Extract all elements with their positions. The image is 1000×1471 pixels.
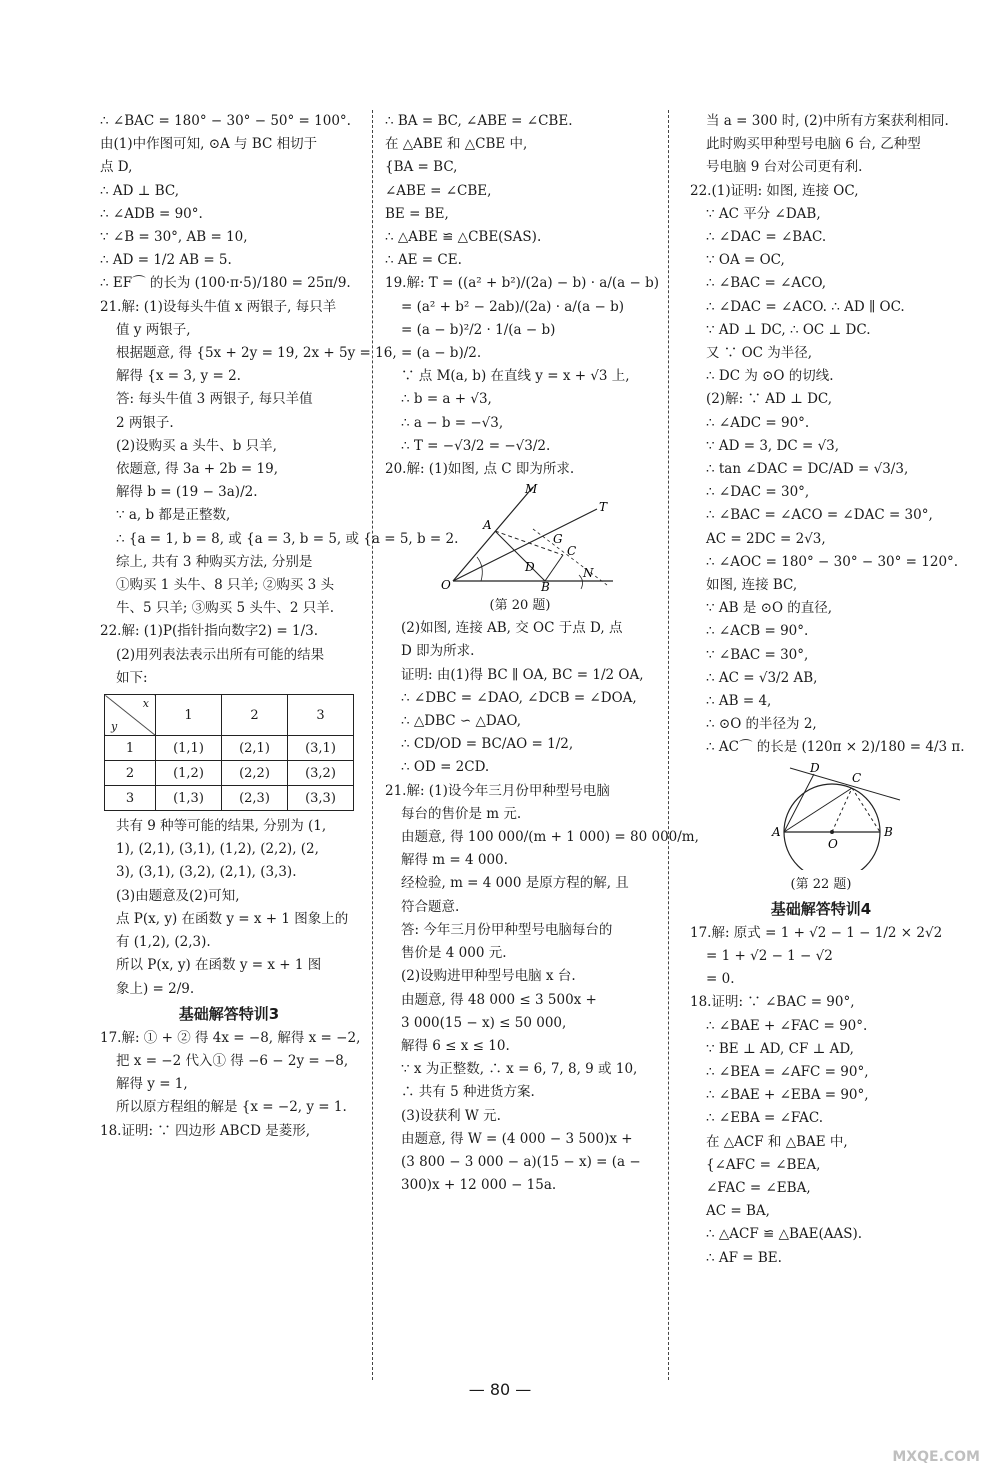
text-line: ∵ BE ⊥ AD, CF ⊥ AD, (706, 1040, 854, 1057)
text-line: ∴ BA = BC, ∠ABE = ∠CBE. (385, 113, 573, 129)
text-line: ∴ AC = √3/2 AB, (706, 669, 818, 686)
text-line: ∴ ∠BAE + ∠EBA = 90°, (706, 1087, 869, 1104)
table-cell: (1,2) (156, 761, 222, 786)
problem-heading: 21.解: (1)设今年三月份甲种型号电脑 (385, 782, 610, 799)
table-header: 2 (222, 695, 288, 736)
chord-bc (852, 788, 880, 832)
text-line: ∴ ∠BAC = ∠ACO, (706, 275, 827, 292)
figure-caption: (第 22 题) (790, 876, 852, 892)
text-line: ∴ ∠DAC = ∠BAC. (706, 229, 827, 246)
figure-22 (690, 760, 952, 870)
text-line: (3)由题意及(2)可知, (116, 887, 240, 904)
text-line: ∵ x 为正整数, ∴ x = 6, 7, 8, 9 或 10, (401, 1061, 638, 1078)
text-line: ∴ ∠BAC = ∠ACO = ∠DAC = 30°, (706, 507, 933, 524)
column-divider-1 (372, 110, 373, 1380)
text-line: ∴ DC 为 ⊙O 的切线. (706, 368, 834, 385)
text-line: 号电脑 9 台对公司更有利. (706, 159, 863, 176)
problem-heading: 17.解: ① + ② 得 4x = −8, 解得 x = −2, (100, 1029, 361, 1046)
text-line: ∴ AB = 4, (706, 693, 772, 710)
text-line: ∴ △DBC ∽ △DAO, (401, 713, 522, 730)
text-line: 售价是 4 000 元. (401, 945, 507, 962)
text-line: ∴ ∠DBC = ∠DAO, ∠DCB = ∠DOA, (401, 689, 637, 706)
text-line: ∴ {a = 1, b = 8, 或 {a = 3, b = 5, 或 {a = 5, b = 2. (116, 530, 459, 547)
text-line: = 0. (706, 971, 735, 988)
text-line: ∴ ∠DAC = 30°, (706, 484, 810, 501)
text-line: 如图, 连接 BC, (706, 577, 798, 594)
text-line: 又 ∵ OC 为半径, (706, 345, 813, 362)
text-line: (2)解: ∵ AD ⊥ DC, (706, 391, 833, 408)
row-label: 3 (105, 786, 156, 811)
text-line: ∴ b = a + √3, (401, 391, 492, 408)
text-line: ∠FAC = ∠EBA, (706, 1179, 811, 1196)
text-line: ∴ ∠AOC = 180° − 30° − 30° = 120°. (706, 553, 959, 570)
ray-om (453, 487, 533, 581)
text-line: (3)设获利 W 元. (401, 1107, 501, 1124)
table-cell: (1,3) (156, 786, 222, 811)
text-line: ∴ 共有 5 种进货方案. (401, 1084, 535, 1101)
row-label: 2 (105, 761, 156, 786)
text-line: ∵ OA = OC, (706, 252, 785, 269)
text-line: 在 △ACF 和 △BAE 中, (706, 1133, 848, 1150)
table-header: 1 (156, 695, 222, 736)
text-line: ∴ AE = CE. (385, 252, 462, 269)
text-line: ∴ ∠BAE + ∠FAC = 90°. (706, 1017, 868, 1034)
text-line: 3), (3,1), (3,2), (2,1), (3,3). (116, 864, 297, 881)
point-label: N (583, 566, 594, 581)
table-cell: (2,3) (222, 786, 288, 811)
text-line: ∴ AC⌒ 的长是 (120π × 2)/180 = 4/3 π. (706, 739, 965, 756)
point-label: A (483, 518, 492, 533)
text-line: {∠AFC = ∠BEA, (706, 1156, 821, 1173)
text-line: 由题意, 得 100 000/(m + 1 000) = 80 000/m, (401, 829, 699, 846)
table-cell: (1,1) (156, 736, 222, 761)
text-line: 1), (2,1), (3,1), (1,2), (2,2), (2, (116, 841, 319, 858)
text-line: ∴ EF⌒ 的长为 (100·π·5)/180 = 25π/9. (100, 275, 351, 292)
text-line: AC = 2DC = 2√3, (706, 530, 826, 547)
text-line: BE = BE, (385, 205, 449, 222)
text-line: 此时购买甲种型号电脑 6 台, 乙种型 (706, 136, 921, 153)
text-line: 由题意, 得 W = (4 000 − 3 500)x + (401, 1130, 633, 1147)
tangent-dc (790, 768, 900, 800)
text-line: ∴ △ABE ≌ △CBE(SAS). (385, 229, 542, 246)
text-line: 所以原方程组的解是 {x = −2, y = 1. (116, 1099, 347, 1116)
problem-heading: 19.解: T = ((a² + b²)/(2a) − b) · a/(a − b) (385, 275, 660, 292)
text-line: ∴ ∠BAC = 180° − 30° − 50° = 100°. (100, 113, 351, 129)
table-row (105, 761, 354, 786)
text-line: ∵ AD ⊥ DC, ∴ OC ⊥ DC. (706, 321, 871, 338)
table-x-label: x (142, 697, 149, 711)
table-cell: (3,1) (288, 736, 354, 761)
text-line: 每台的售价是 m 元. (401, 805, 522, 822)
text-line: 证明: 由(1)得 BC ∥ OA, BC = 1/2 OA, (401, 666, 644, 683)
text-line: 解得 6 ≤ x ≤ 10. (401, 1037, 510, 1054)
point-label: O (828, 836, 838, 851)
table-y-label: y (111, 720, 118, 734)
table-cell: (3,2) (288, 761, 354, 786)
text-line: 依题意, 得 3a + 2b = 19, (116, 461, 278, 478)
text-line: 符合题意. (401, 898, 460, 915)
answer-line: 答: 每头牛值 3 两银子, 每只羊值 (116, 391, 313, 408)
text-line: 象上) = 2/9. (116, 980, 195, 997)
text-line: ∴ CD/OD = BC/AO = 1/2, (401, 736, 574, 753)
text-line: ∴ a − b = −√3, (401, 414, 504, 431)
problem-heading: 17.解: 原式 = 1 + √2 − 1 − 1/2 × 2√2 (690, 924, 943, 941)
table-corner-cell (105, 695, 156, 736)
text-line: {BA = BC, (385, 159, 458, 176)
text-line: 解得 y = 1, (116, 1076, 188, 1093)
text-line: ∵ AB 是 ⊙O 的直径, (706, 600, 833, 617)
text-line: (2)用列表法表示出所有可能的结果 (116, 646, 325, 663)
point-label: A (772, 824, 781, 839)
column-2 (385, 110, 699, 1197)
text-line: ∵ a, b 都是正整数, (116, 507, 231, 524)
text-line: (2)设购买 a 头牛、b 只羊, (116, 437, 277, 454)
text-line: = (a² + b² − 2ab)/(2a) · a/(a − b) (401, 298, 625, 315)
text-line: 解得 m = 4 000. (401, 852, 508, 869)
text-line: 点 D, (100, 159, 133, 176)
text-line: ∴ ⊙O 的半径为 2, (706, 716, 817, 733)
text-line: = (a − b)²/2 · 1/(a − b) (401, 321, 556, 338)
text-line: ∵ AC 平分 ∠DAB, (706, 205, 821, 222)
center-point (830, 830, 834, 834)
text-line: D 即为所求. (401, 643, 475, 660)
text-line: 解得 {x = 3, y = 2. (116, 368, 241, 385)
figure-20 (385, 481, 645, 591)
point-label: M (525, 482, 538, 497)
point-label: C (852, 770, 862, 785)
problem-heading: 22.(1)证明: 如图, 连接 OC, (690, 182, 859, 199)
table-header: 3 (288, 695, 354, 736)
text-line: 点 P(x, y) 在函数 y = x + 1 图象上的 (116, 910, 349, 927)
text-line: ∴ ∠EBA = ∠FAC. (706, 1110, 824, 1127)
point-label: T (599, 500, 608, 515)
text-line: ∴ T = −√3/2 = −√3/2. (401, 437, 551, 454)
text-line: ∵ ∠B = 30°, AB = 10, (100, 229, 248, 246)
text-line: 值 y 两银子, (116, 321, 191, 338)
text-line: ∵ ∠BAC = 30°, (706, 646, 809, 663)
text-line: ∴ ∠DAC = ∠ACO. ∴ AD ∥ OC. (706, 298, 905, 315)
segment-bc (545, 555, 563, 581)
problem-heading: 18.证明: ∵ 四边形 ABCD 是菱形, (100, 1122, 311, 1139)
text-line: 在 △ABE 和 △CBE 中, (385, 136, 528, 153)
text-line: ∵ 点 M(a, b) 在直线 y = x + √3 上, (401, 368, 630, 385)
text-line: 300)x + 12 000 − 15a. (401, 1177, 557, 1194)
line-ad (784, 774, 814, 832)
text-line: ∴ OD = 2CD. (401, 759, 490, 776)
text-line: 由(1)中作图可知, ⊙A 与 BC 相切于 (100, 136, 318, 153)
text-line: 经检验, m = 4 000 是原方程的解, 且 (401, 875, 629, 892)
text-line: = (a − b)/2. (401, 345, 482, 362)
row-label: 1 (105, 736, 156, 761)
text-line: ∴ ∠BEA = ∠AFC = 90°, (706, 1063, 869, 1080)
text-line: (2)如图, 连接 AB, 交 OC 于点 D, 点 (401, 620, 623, 637)
point-label: B (884, 824, 893, 839)
point-label: D (525, 560, 535, 575)
section-title: 基础解答特训3 (178, 1004, 280, 1023)
column-3 (690, 110, 965, 1270)
text-line: = 1 + √2 − 1 − √2 (706, 947, 833, 964)
answer-line: 答: 今年三月份甲种型号电脑每台的 (401, 921, 613, 938)
point-label: G (553, 532, 563, 547)
watermark: MXQE.COM (892, 1449, 980, 1465)
page-number: — 80 — (468, 1380, 532, 1399)
text-line: 有 (1,2), (2,3). (116, 934, 211, 951)
problem-heading: 22.解: (1)P(指针指向数字2) = 1/3. (100, 623, 319, 640)
text-line: 共有 9 种等可能的结果, 分别为 (1, (116, 818, 327, 835)
text-line: 综上, 共有 3 种购买方法, 分别是 (116, 553, 313, 570)
table-cell: (3,3) (288, 786, 354, 811)
text-line: 根据题意, 得 {5x + 2y = 19, 2x + 5y = 16, (116, 345, 397, 362)
text-line: ∴ ∠ADB = 90°. (100, 205, 203, 222)
text-line: ∵ AD = 3, DC = √3, (706, 437, 840, 454)
point-label: C (567, 544, 577, 559)
text-line: 如下: (116, 669, 148, 686)
problem-heading: 21.解: (1)设每头牛值 x 两银子, 每只羊 (100, 298, 337, 315)
table-row (105, 786, 354, 811)
text-line: 当 a = 300 时, (2)中所有方案获利相同. (706, 113, 949, 129)
point-label: D (810, 760, 820, 775)
text-line: ∴ AD = 1/2 AB = 5. (100, 252, 232, 269)
text-line: AC = BA, (706, 1203, 770, 1220)
text-line: ∠ABE = ∠CBE, (385, 182, 492, 199)
point-label: O (441, 578, 451, 592)
text-line: ∴ △ACF ≌ △BAE(AAS). (706, 1226, 863, 1243)
section-title: 基础解答特训4 (770, 899, 872, 918)
point-label: B (541, 580, 550, 592)
text-line: ∴ AD ⊥ BC, (100, 182, 180, 199)
text-line: ①购买 1 头牛、8 只羊; ②购买 3 头 (116, 577, 335, 594)
text-line: 所以 P(x, y) 在函数 y = x + 1 图 (116, 957, 322, 974)
circle-o (784, 784, 880, 870)
text-line: ∴ AF = BE. (706, 1249, 782, 1266)
text-line: 2 两银子. (116, 414, 174, 431)
problem-heading: 18.证明: ∵ ∠BAC = 90°, (690, 994, 855, 1011)
text-line: 3 000(15 − x) ≤ 50 000, (401, 1014, 567, 1031)
text-line: 解得 b = (19 − 3a)/2. (116, 484, 258, 501)
table-cell: (2,1) (222, 736, 288, 761)
problem-heading: 20.解: (1)如图, 点 C 即为所求. (385, 461, 575, 478)
text-line: (3 800 − 3 000 − a)(15 − x) = (a − (401, 1153, 641, 1170)
probability-table (104, 694, 354, 811)
text-line: ∴ ∠ADC = 90°. (706, 414, 810, 431)
text-line: ∴ tan ∠DAC = DC/AD = √3/3, (706, 461, 909, 478)
text-line: 牛、5 只羊; ③购买 5 头牛、2 只羊. (116, 600, 335, 617)
table-row (105, 736, 354, 761)
text-line: 由题意, 得 48 000 ≤ 3 500x + (401, 991, 597, 1008)
column-divider-2 (668, 110, 669, 1380)
text-line: ∴ ∠ACB = 90°. (706, 623, 809, 640)
figure-caption: (第 20 题) (489, 598, 551, 614)
text-line: (2)设购进甲种型号电脑 x 台. (401, 968, 576, 985)
text-line: 把 x = −2 代入① 得 −6 − 2y = −8, (116, 1052, 349, 1069)
table-cell: (2,2) (222, 761, 288, 786)
